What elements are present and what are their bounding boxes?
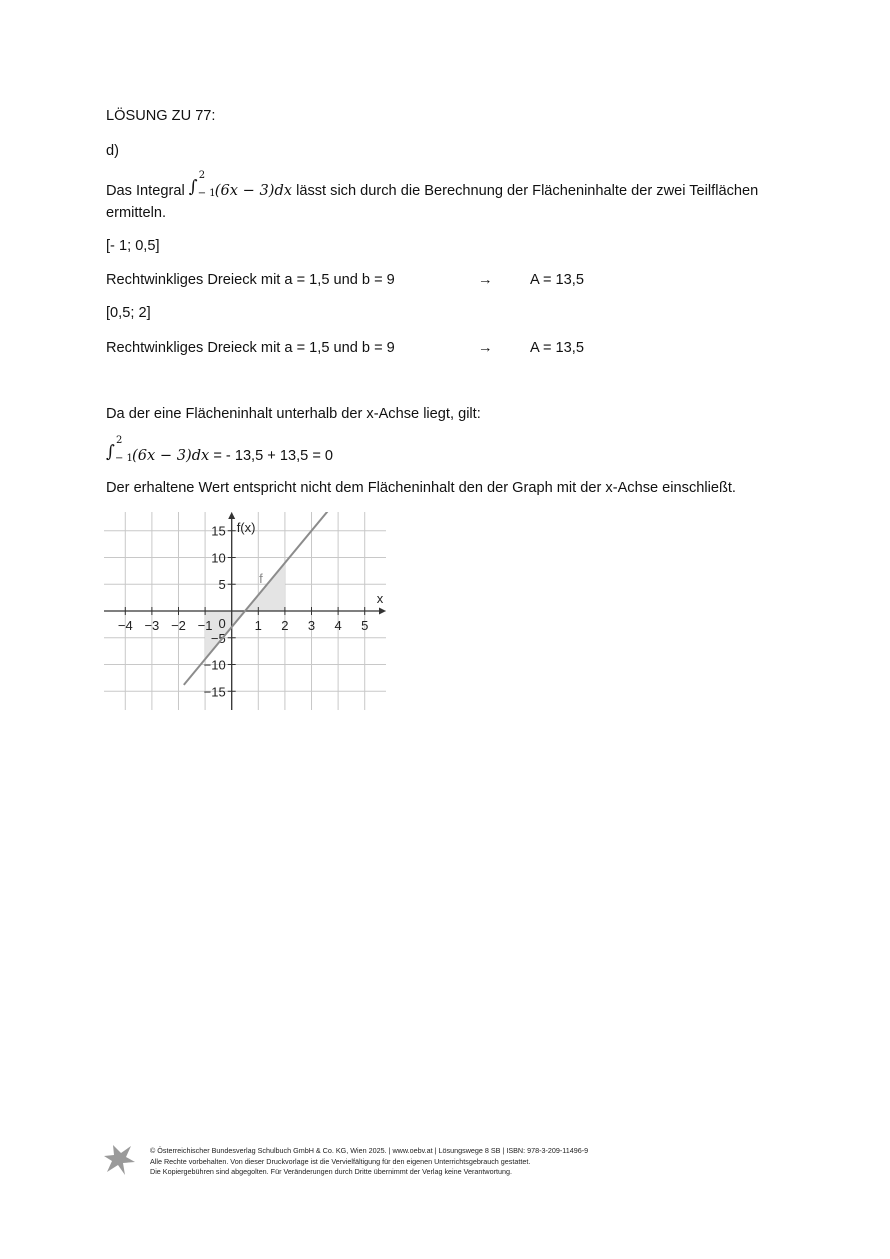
equation-line (106, 435, 334, 464)
interval-2-text: Rechtwinkliges Dreieck mit a = 1,5 und b = 9 (106, 340, 395, 356)
x-axis-label: x (376, 591, 384, 606)
intro-line-2: ermitteln. (106, 205, 167, 221)
footer-line-3: Die Kopiergebühren sind abgegolten. Für Veränderungen durch Dritte übernimmt der Verlag keine Verantwortung. (150, 1167, 512, 1176)
interval-2-result: A = 13,5 (530, 340, 584, 356)
x-tick-label: −4 (117, 618, 133, 633)
integral-body: (6x − 3)dx (132, 447, 210, 464)
function-graph (104, 512, 386, 710)
interval-1-row (106, 272, 706, 288)
x-axis-arrow-icon (379, 608, 386, 615)
y-tick-label: −15 (203, 684, 226, 700)
integral-upper: 2 (198, 170, 206, 181)
y-tick-label: −5 (210, 630, 226, 646)
part-label: d) (106, 143, 119, 159)
y-axis-label: f(x) (236, 520, 256, 535)
equation-integral: ∫ 2 − 1 (6x − 3)dx (106, 435, 210, 464)
interval-1-result: A = 13,5 (530, 272, 584, 288)
interval-2-label: [0,5; 2] (106, 305, 151, 321)
integral-upper: 2 (116, 435, 123, 446)
curve-label-f: f (259, 571, 263, 587)
conclusion: Der erhaltene Wert entspricht nicht dem Flächeninhalt den der Graph mit der x-Achse einschließt. (106, 480, 736, 496)
statement: Da der eine Flächeninhalt unterhalb der x-Achse liegt, gilt: (106, 406, 481, 422)
y-tick-label: −10 (203, 657, 226, 673)
interval-1-text: Rechtwinkliges Dreieck mit a = 1,5 und b = 9 (106, 272, 395, 288)
equation-rhs: = - 13,5 + 13,5 = 0 (209, 448, 334, 464)
x-tick-label: −2 (171, 618, 186, 633)
y-tick-label: 15 (211, 523, 226, 539)
origin-label: 0 (218, 616, 226, 631)
interval-1-label: [- 1; 0,5] (106, 238, 160, 254)
footer-line-2: Alle Rechte vorbehalten. Von dieser Druckvorlage ist die Vervielfältigung für den eigenen Unterrichtsgebrauch gestattet. (150, 1156, 531, 1166)
arrow-icon: → (478, 340, 493, 356)
y-tick-label: 10 (211, 550, 226, 566)
arrow-icon: → (478, 272, 493, 288)
solution-heading: LÖSUNG ZU 77: (106, 108, 216, 124)
x-tick-label: 4 (334, 618, 342, 633)
x-tick-label: 1 (254, 618, 262, 633)
intro-line (106, 170, 759, 199)
footer-line-1: © Österreichischer Bundesverlag Schulbuch GmbH & Co. KG, Wien 2025. | www.oebv.at | Lösungswege 8 SB | ISBN: 978-3-209-11496-9 (150, 1146, 589, 1155)
x-tick-label: 5 (361, 618, 369, 633)
interval-2-row (106, 340, 706, 356)
x-tick-label: 2 (281, 618, 289, 633)
y-axis-arrow-icon (228, 512, 235, 519)
intro-prefix: Das Integral (106, 183, 189, 199)
y-tick-label: 5 (218, 577, 226, 593)
integral-lower: − 1 (115, 453, 133, 464)
intro-integral: ∫ 2 − 1 (6x − 3)dx (188, 170, 293, 199)
x-tick-label: −1 (197, 618, 213, 633)
integral-lower: − 1 (197, 188, 216, 199)
publisher-logo-icon (104, 1144, 136, 1176)
x-tick-label: 3 (307, 618, 316, 633)
intro-suffix: lässt sich durch die Berechnung der Flächeninhalte der zwei Teilflächen (292, 183, 759, 199)
footer (150, 1146, 588, 1178)
integral-body: (6x − 3)dx (214, 182, 293, 199)
x-tick-label: −3 (144, 618, 160, 633)
